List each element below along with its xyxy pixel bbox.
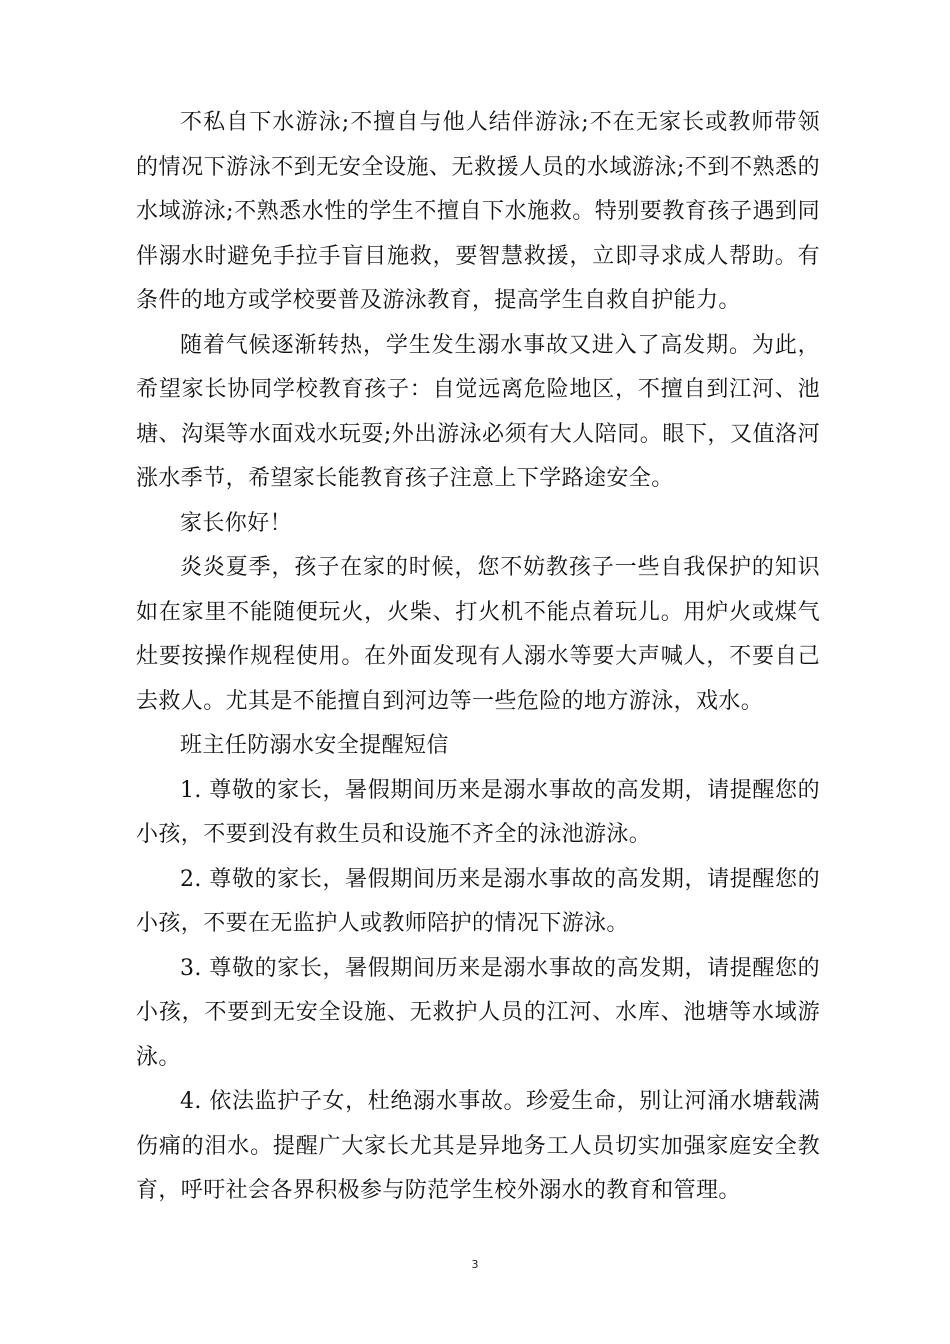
paragraph-greeting: 家长你好！ (180, 510, 293, 536)
page-number: 3 (471, 1258, 479, 1271)
list-item-reminder-4: 4. 依法监护子女，杜绝溺水事故。珍爱生命，别让河涌水塘载满伤痛的泪水。提醒广大家长尤其是异地务工人员切实加强家庭安全教育，呼吁社会各界积极参与防范学生校外溺水的教育和管理。 (136, 1089, 820, 1203)
document-body (136, 101, 820, 1214)
list-item-reminder-1: 1. 尊敬的家长，暑假期间历来是溺水事故的高发期，请提醒您的小孩，不要到没有救生员和设施不齐全的泳池游泳。 (136, 777, 820, 847)
section-heading-sms-reminders: 班主任防溺水安全提醒短信 (180, 733, 449, 758)
paragraph-climate-warning: 随着气候逐渐转热，学生发生溺水事故又进入了高发期。为此，希望家长协同学校教育孩子：自觉远离危险地区，不擅自到江河、池塘、沟渠等水面戏水玩耍;外出游泳必须有大人陪同。眼下，又值洛河涨水季节，希望家长能教育孩子注意上下学路途安全。 (136, 332, 820, 491)
list-item-reminder-2: 2. 尊敬的家长，暑假期间历来是溺水事故的高发期，请提醒您的小孩，不要在无监护人或教师陪护的情况下游泳。 (136, 866, 820, 936)
paragraph-summer-safety: 炎炎夏季，孩子在家的时候，您不妨教孩子一些自我保护的知识如在家里不能随便玩火，火柴、打火机不能点着玩儿。用炉火或煤气灶要按操作规程使用。在外面发现有人溺水等要大声喊人，不要自己去救人。尤其是不能擅自到河边等一些危险的地方游泳，戏水。 (136, 555, 820, 714)
list-item-reminder-3: 3. 尊敬的家长，暑假期间历来是溺水事故的高发期，请提醒您的小孩，不要到无安全设施、无救护人员的江河、水库、池塘等水域游泳。 (136, 955, 820, 1070)
paragraph-swimming-rules: 不私自下水游泳;不擅自与他人结伴游泳;不在无家长或教师带领的情况下游泳不到无安全设施、无救援人员的水域游泳;不到不熟悉的水域游泳;不熟悉水性的学生不擅自下水施救。特别要教育孩子遇到同伴溺水时避免手拉手盲目施救，要智慧救援，立即寻求成人帮助。有条件的地方或学校要普及游泳教育，提高学生自救自护能力。 (136, 110, 820, 313)
